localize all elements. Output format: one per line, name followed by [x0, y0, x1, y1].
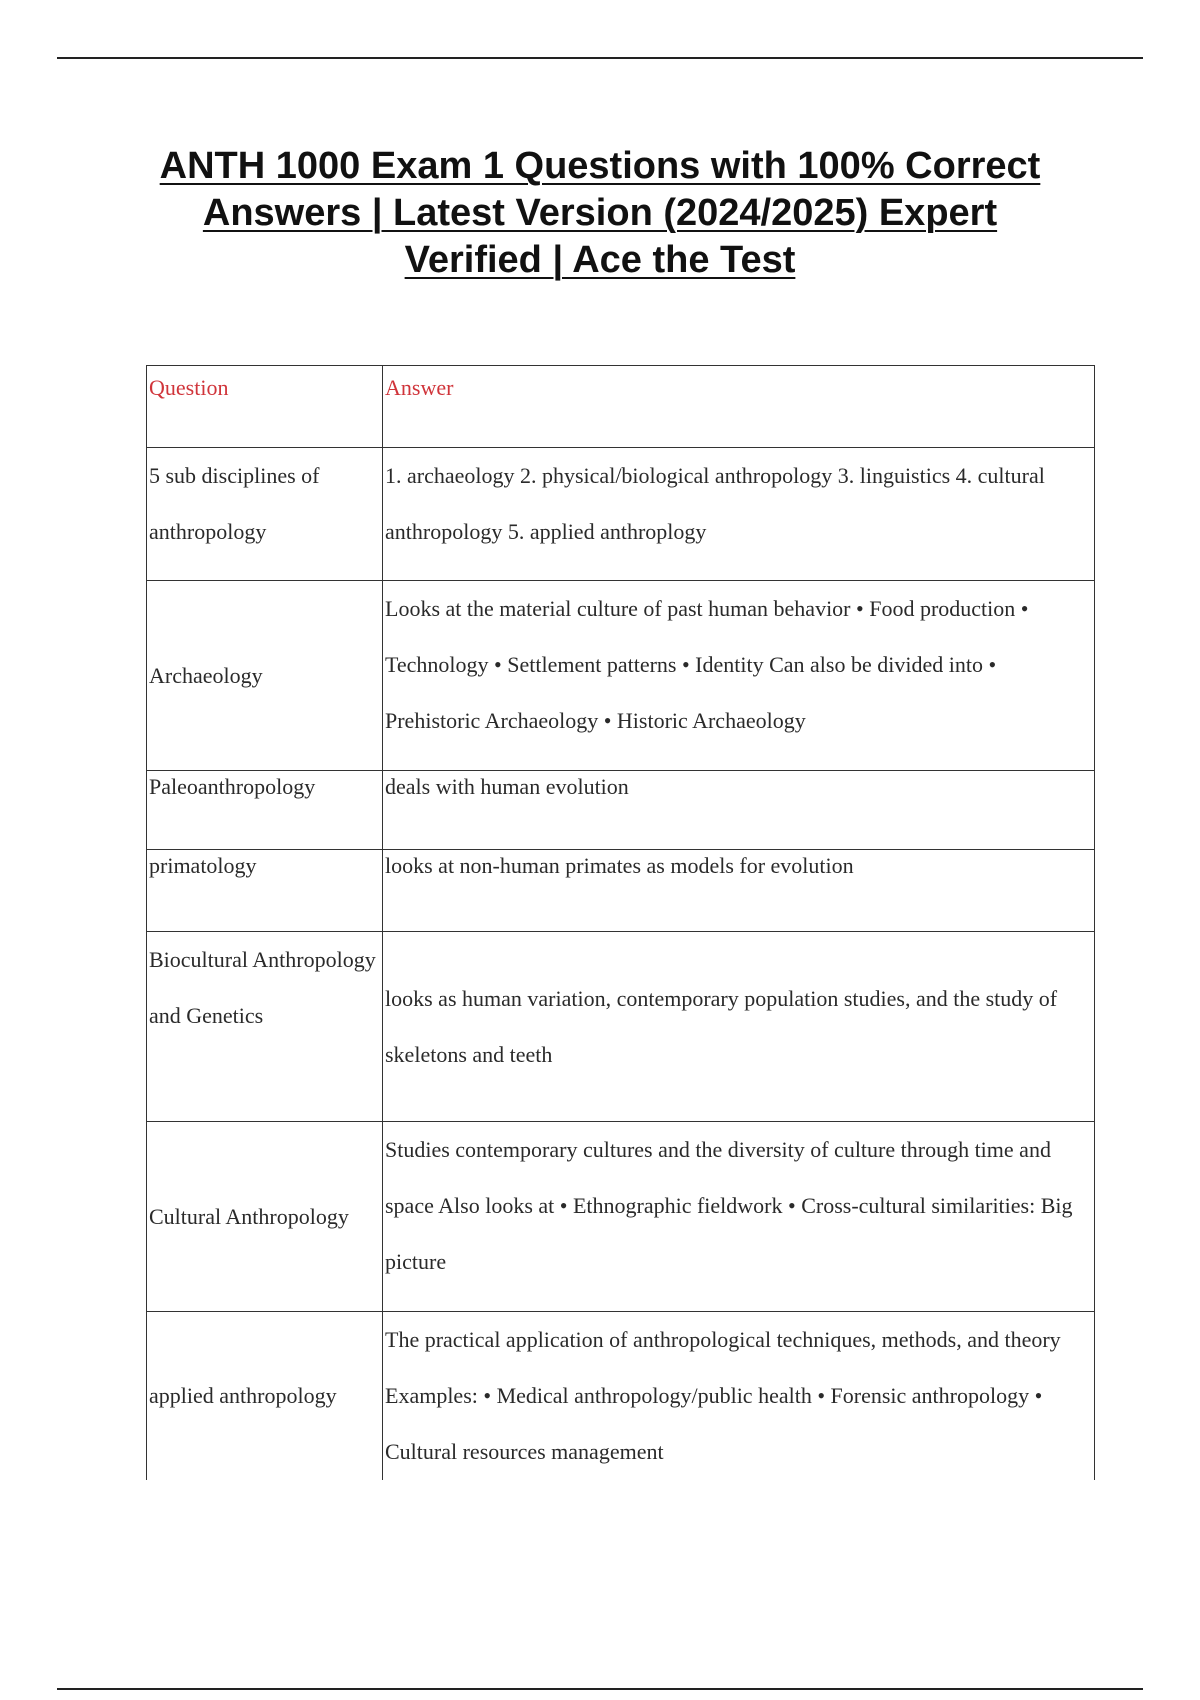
table-row	[147, 850, 1095, 932]
question-cell: applied anthropology	[147, 1312, 383, 1481]
table-row	[147, 448, 1095, 581]
title-line-1: ANTH 1000 Exam 1 Questions with 100% Correct	[159, 145, 1041, 187]
answer-cell: looks at non-human primates as models for evolution	[383, 850, 1095, 932]
table-row	[147, 1312, 1095, 1481]
table-row	[147, 1122, 1095, 1312]
document-title	[100, 143, 1100, 284]
answer-cell: Studies contemporary cultures and the diversity of culture through time and space Also looks at • Ethnographic fieldwork • Cross-cultural similarities: Big picture	[383, 1122, 1095, 1312]
title-line-3: Verified | Ace the Test	[404, 239, 796, 281]
qa-table	[146, 365, 1095, 1480]
question-cell: Paleoanthropology	[147, 771, 383, 850]
answer-cell: looks as human variation, contemporary population studies, and the study of skeletons and teeth	[383, 932, 1095, 1122]
question-cell: 5 sub disciplines of anthropology	[147, 448, 383, 581]
question-cell: Biocultural Anthropology and Genetics	[147, 932, 383, 1122]
answer-cell: The practical application of anthropological techniques, methods, and theory Examples: • Medical anthropology/public health • Forensic anthropology • Cultural resources management	[383, 1312, 1095, 1481]
answer-cell: deals with human evolution	[383, 771, 1095, 850]
answer-header: Answer	[383, 366, 1095, 448]
question-cell: primatology	[147, 850, 383, 932]
question-header: Question	[147, 366, 383, 448]
question-cell: Cultural Anthropology	[147, 1122, 383, 1312]
question-cell: Archaeology	[147, 581, 383, 771]
table-row	[147, 932, 1095, 1122]
bottom-rule	[57, 1688, 1143, 1690]
answer-cell: Looks at the material culture of past human behavior • Food production • Technology • Settlement patterns • Identity Can also be divided into • Prehistoric Archaeology • Historic Archaeology	[383, 581, 1095, 771]
table-row	[147, 771, 1095, 850]
table-header-row	[147, 366, 1095, 448]
top-rule	[57, 57, 1143, 59]
title-line-2: Answers | Latest Version (2024/2025) Expert	[202, 192, 998, 234]
table-row	[147, 581, 1095, 771]
answer-cell: 1. archaeology 2. physical/biological anthropology 3. linguistics 4. cultural anthropology 5. applied anthroplogy	[383, 448, 1095, 581]
